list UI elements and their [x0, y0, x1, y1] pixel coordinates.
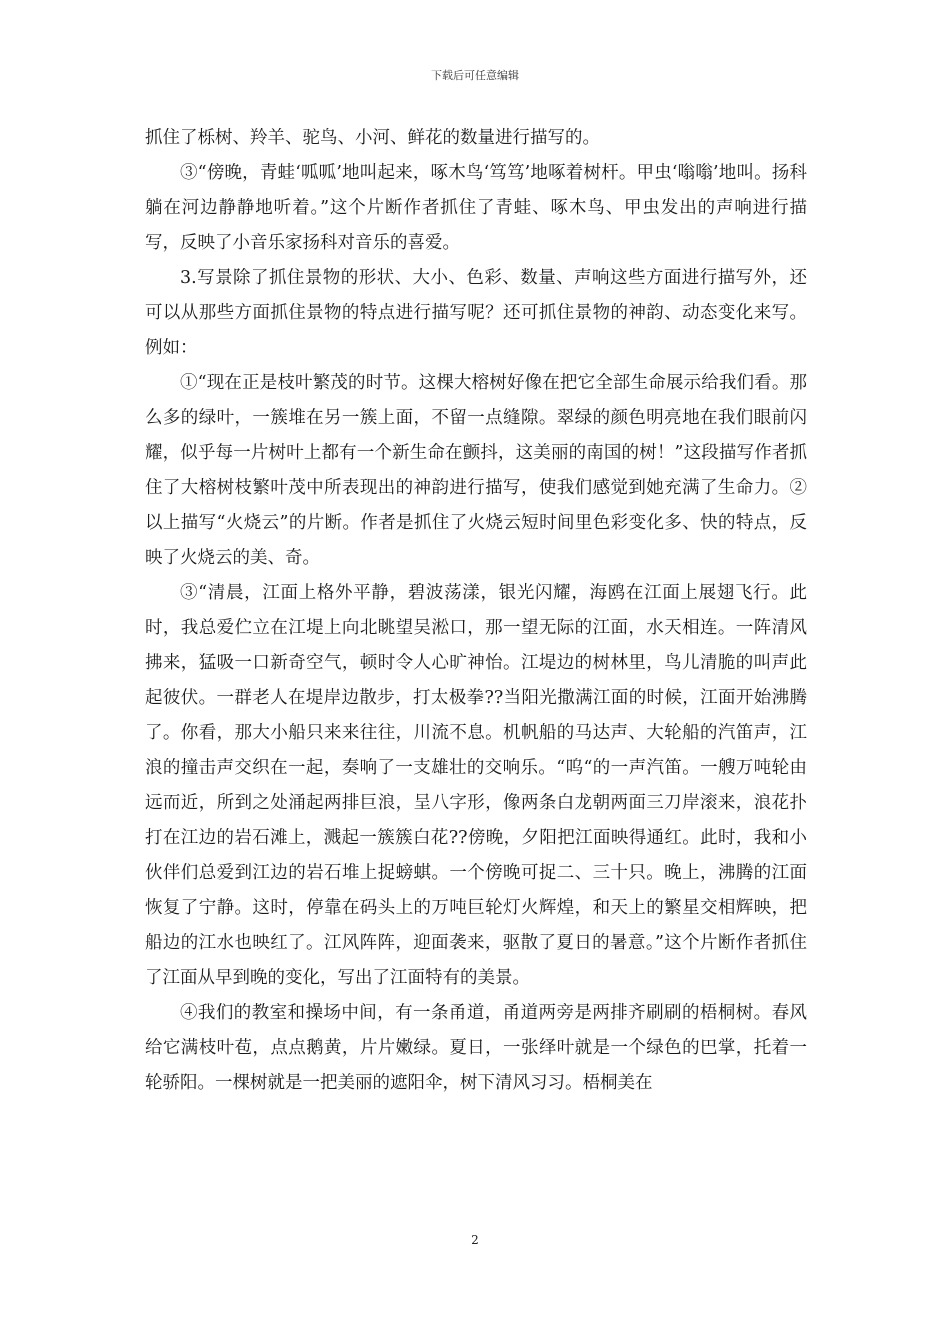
body-text: [145, 121, 807, 1101]
paragraph-example-4-wutong: ④我们的教室和操场中间，有一条甬道，甬道两旁是两排齐刷刷的梧桐树。春风给它满枝叶苞，点点鹅黄，片片嫩绿。夏日，一张绎叶就是一个绿色的巴掌，托着一轮骄阳。一棵树就是一把美丽的遮阳伞，树下清风习习。梧桐美在: [145, 1003, 807, 1093]
page-number: 2: [471, 1233, 479, 1247]
paragraph-continuation: 抓住了栎树、羚羊、驼鸟、小河、鲜花的数量进行描写的。: [145, 128, 600, 148]
paragraph-example-1-banyan: ①“现在正是枝叶繁茂的时节。这棵大榕树好像在把它全部生命展示给我们看。那么多的绿叶，一簇堆在另一簇上面，不留一点缝隙。翠绿的颜色明亮地在我们眼前闪耀，似乎每一片树叶上都有一个新生命在颤抖，这美丽的南国的树！”这段描写作者抓住了大榕树枝繁叶茂中所表现出的神韵进行描写，使我们感觉到她充满了生命力。②以上描写“火烧云”的片断。作者是抓住了火烧云短时间里色彩变化多、快的特点，反映了火烧云的美、奇。: [145, 373, 807, 568]
paragraph-example-3-river: ③“清晨，江面上格外平静，碧波荡漾，银光闪耀，海鸥在江面上展翅飞行。此时，我总爱伫立在江堤上向北眺望吴淞口，那一望无际的江面，水天相连。一阵清风拂来，猛吸一口新奇空气，顿时令人心旷神怡。江堤边的树林里，鸟儿清脆的叫声此起彼伏。一群老人在堤岸边散步，打太极拳??当阳光撒满江面的时候，江面开始沸腾了。你看，那大小船只来来往往，川流不息。机帆船的马达声、大轮船的汽笛声，江浪的撞击声交织在一起，奏响了一支雄壮的交响乐。“呜“的一声汽笛。一艘万吨轮由远而近，所到之处涌起两排巨浪，呈八字形，像两条白龙朝两面三刀岸滚来，浪花扑打在江边的岩石滩上，溅起一簇簇白花??傍晚，夕阳把江面映得通红。此时，我和小伙伴们总爱到江边的岩石堆上捉螃蜞。一个傍晚可捉二、三十只。晚上，沸腾的江面恢复了宁静。这时，停靠在码头上的万吨巨轮灯火辉煌，和天上的繁星交相辉映，把船边的江水也映红了。江风阵阵，迎面袭来，驱散了夏日的暑意。”这个片断作者抓住了江面从早到晚的变化，写出了江面特有的美景。: [145, 583, 807, 988]
paragraph-example-3-sounds: ③“傍晚，青蛙‘呱呱’地叫起来，啄木鸟‘笃笃’地啄着树杆。甲虫‘嗡嗡’地叫。扬科躺在河边静静地听着。”这个片断作者抓住了青蛙、啄木鸟、甲虫发出的声响进行描写，反映了小音乐家扬科对音乐的喜爱。: [145, 163, 807, 253]
page-header: 下载后可任意编辑: [431, 69, 519, 82]
paragraph-section-3: 3.写景除了抓住景物的形状、大小、色彩、数量、声响这些方面进行描写外，还可以从那些方面抓住景物的特点进行描写呢？还可抓住景物的神韵、动态变化来写。例如：: [145, 268, 807, 358]
